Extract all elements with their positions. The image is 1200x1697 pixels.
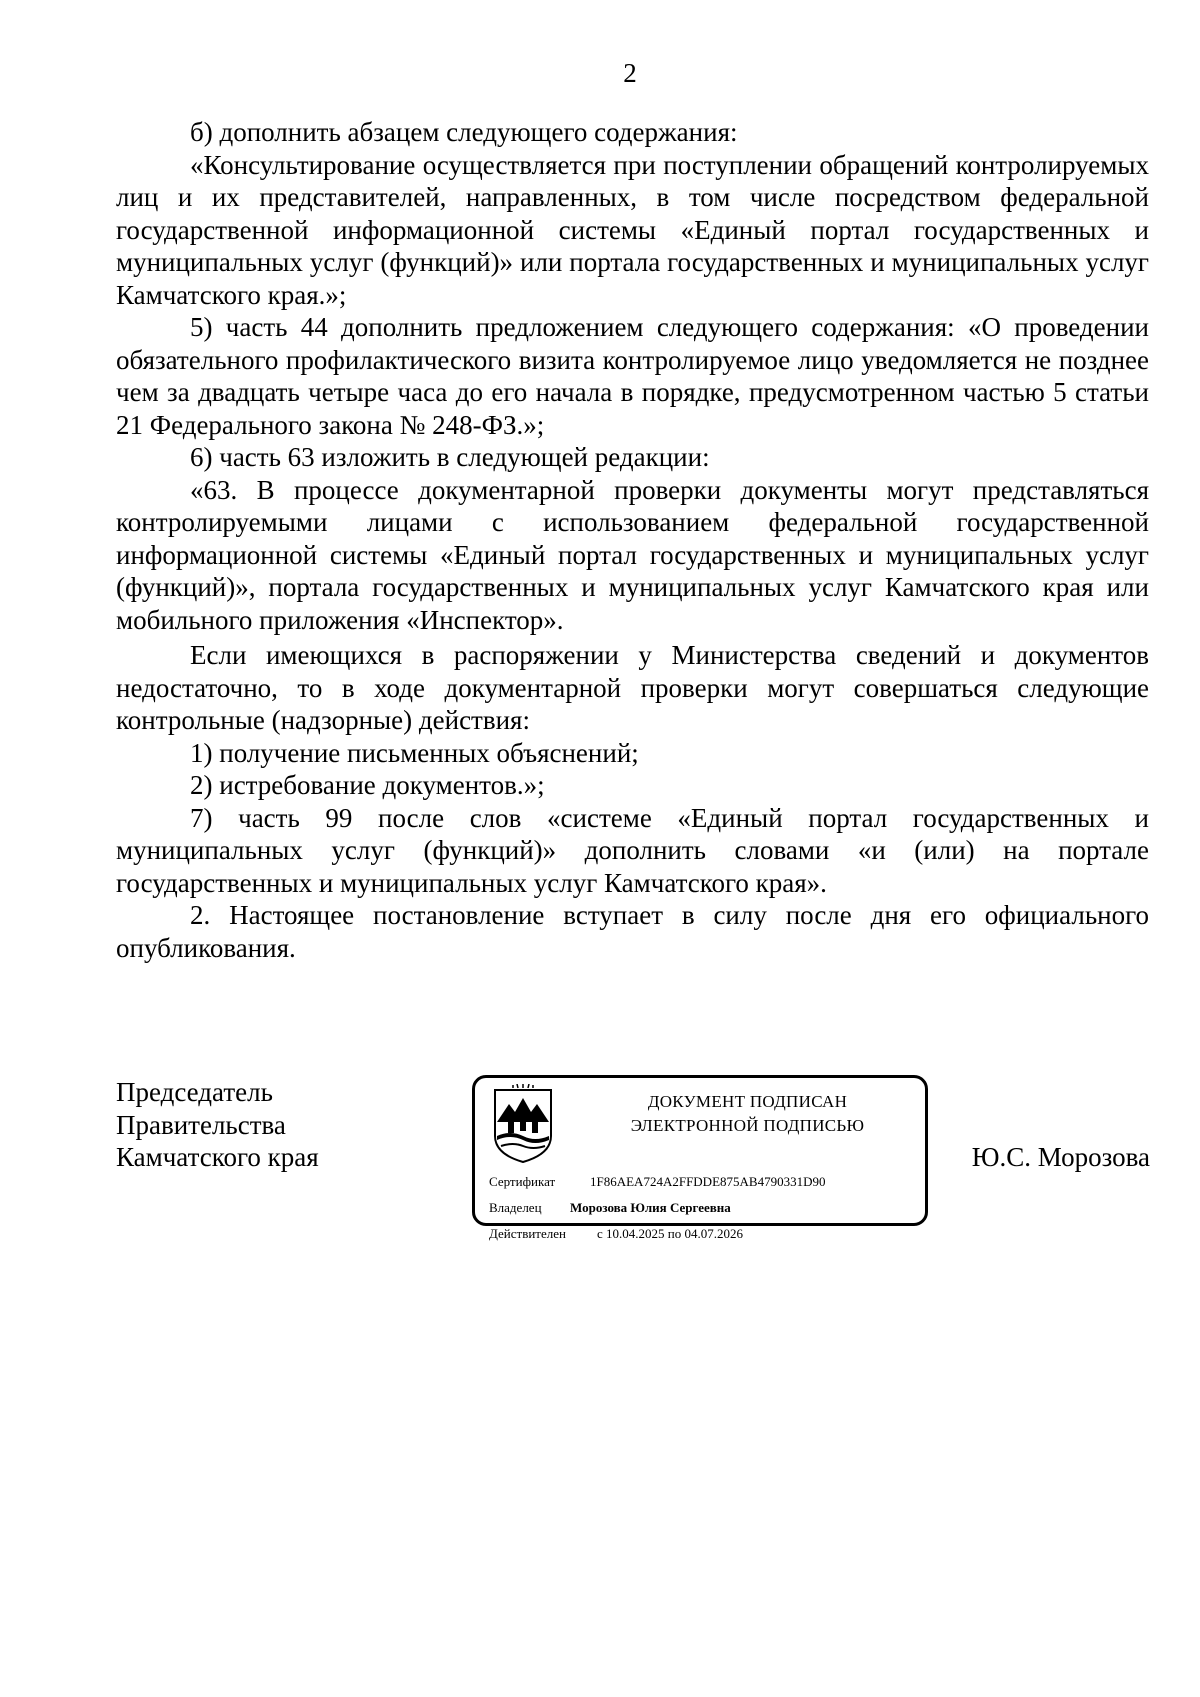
- paragraph: 1) получение письменных объяснений;: [190, 737, 639, 768]
- certificate-label: Сертификат: [489, 1174, 556, 1189]
- stamp-title-line: ДОКУМЕНТ ПОДПИСАН: [647, 1092, 848, 1111]
- validity-value: с 10.04.2025 по 04.07.2026: [597, 1226, 743, 1241]
- stamp-title-line: ЭЛЕКТРОННОЙ ПОДПИСЬЮ: [630, 1116, 865, 1135]
- paragraph: 2. Настоящее постановление вступает в силу после дня его официального опубликования.: [116, 900, 1149, 963]
- paragraph: «Консультирование осуществляется при поступлении обращений контролируемых лиц и их представителей, направленных, в том числе посредством федеральной государственной информационной системы «Единый портал государственных и муниципальных услуг (функций)» или портала государственных и муниципальных услуг Камчатского края.»;: [116, 149, 1149, 310]
- document-body: [116, 116, 1149, 964]
- paragraph: 2) истребование документов.»;: [190, 770, 545, 800]
- validity-label: Действителен: [489, 1226, 566, 1241]
- paragraph: 5) часть 44 дополнить предложением следующего содержания: «О проведении обязательного профилактического визита контролируемое лицо уведомляется не позднее чем за двадцать четыре часа до его начала в порядке, предусмотренном частью 5 статьи 21 Федерального закона № 248-ФЗ.»;: [116, 312, 1149, 440]
- certificate-value: 1F86AEA724A2FFDDE875AB4790331D90: [590, 1174, 826, 1189]
- signatory-name: Ю.С. Морозова: [971, 1142, 1150, 1172]
- electronic-signature-stamp: [472, 1075, 928, 1241]
- page-number: 2: [623, 58, 637, 88]
- signatory-position: [116, 1076, 319, 1174]
- paragraph: Если имеющихся в распоряжении у Министерства сведений и документов недостаточно, то в ходе документарной проверки могут совершаться следующие контрольные (надзорные) действия:: [116, 640, 1149, 735]
- stamp-owner-row: [489, 1199, 731, 1217]
- kamchatka-emblem-icon: [491, 1084, 555, 1164]
- signatory-position-line: Правительства: [116, 1109, 286, 1140]
- owner-value: Морозова Юлия Сергеевна: [570, 1200, 731, 1215]
- stamp-certificate-row: [489, 1173, 826, 1191]
- paragraph: б) дополнить абзацем следующего содержания:: [190, 117, 738, 147]
- stamp-title: [575, 1090, 920, 1138]
- paragraph: 7) часть 99 после слов «системе «Единый портал государственных и муниципальных услуг (функций)» дополнить словами «и (или) на портале государственных и муниципальных услуг Камчатского края».: [116, 802, 1149, 898]
- paragraph: «63. В процессе документарной проверки документы могут представляться контролируемыми лицами с использованием федеральной государственной информационной системы «Единый портал государственных и муниципальных услуг (функций)», портала государственных и муниципальных услуг Камчатского края или мобильного приложения «Инспектор».: [116, 474, 1149, 635]
- owner-label: Владелец: [489, 1200, 542, 1215]
- stamp-validity-row: [489, 1225, 743, 1243]
- paragraph: 6) часть 63 изложить в следующей редакции:: [190, 442, 710, 472]
- signatory-position-line: Председатель: [116, 1077, 273, 1107]
- signatory-position-line: Камчатского края: [116, 1142, 319, 1172]
